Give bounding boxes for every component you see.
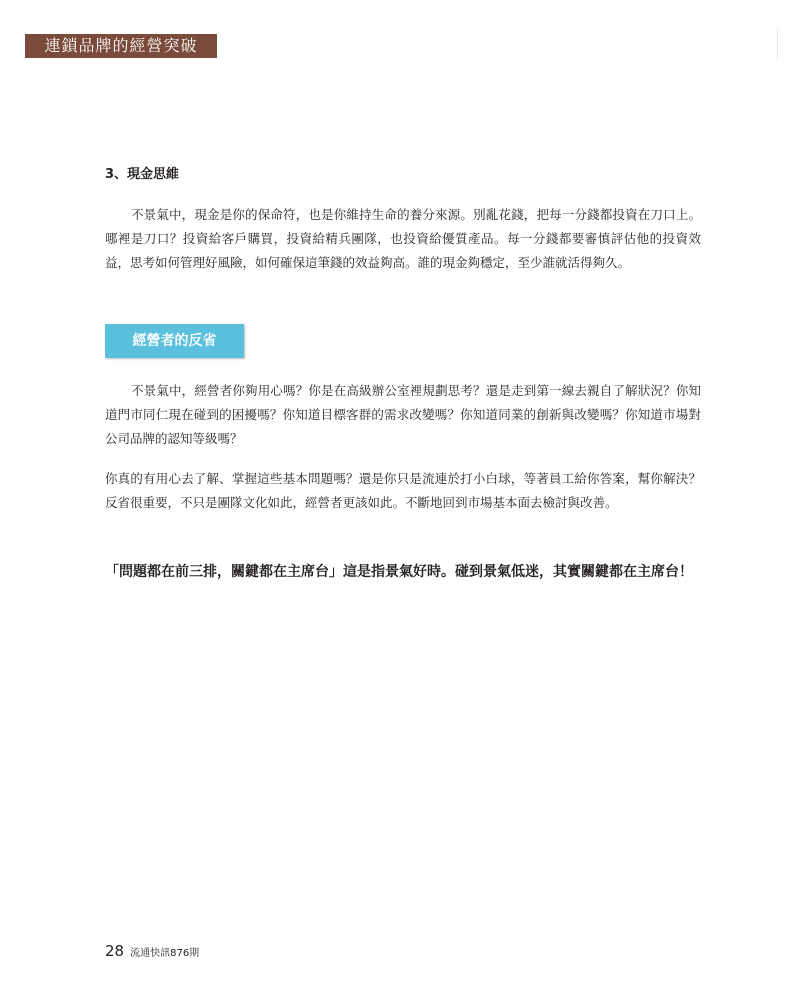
section-title: 3、現金思維 (105, 167, 180, 182)
page-number: 28 (105, 942, 125, 960)
issue-label: 流通快訊876期 (130, 948, 200, 959)
page-edge-mark (777, 30, 778, 60)
reflection-paragraph-1: 不景氣中，經營者你夠用心嗎？你是在高級辦公室裡規劃思考？還是走到第一線去親自了解狀況？你知道門市同仁現在碰到的困擾嗎？你知道目標客群的需求改變嗎？你知道同業的創新與改變嗎？你知道市場對公司品牌的認知等級嗎？ (105, 383, 701, 446)
reflection-heading-box: 經營者的反省 (105, 324, 244, 358)
page-footer (105, 942, 199, 960)
reflection-paragraph-2: 你真的有用心去了解、掌握這些基本問題嗎？還是你只是流連於打小白球，等著員工給你答案，幫你解決？反省很重要，不只是團隊文化如此，經營者更該如此。不斷地回到市場基本面去檢討與改善。 (105, 471, 701, 510)
highlight-quote: 「問題都在前三排，關鍵都在主席台」這是指景氣好時。碰到景氣低迷，其實關鍵都在主席台！ (105, 564, 693, 580)
cash-thinking-paragraph: 不景氣中，現金是你的保命符，也是你維持生命的養分來源。別亂花錢，把每一分錢都投資在刀口上。哪裡是刀口？投資給客戶購買，投資給精兵團隊，也投資給優質產品。每一分錢都要審慎評估他的投資效益，思考如何管理好風險，如何確保這筆錢的效益夠高。誰的現金夠穩定，至少誰就活得夠久。 (105, 207, 701, 270)
chapter-header-tab: 連鎖品牌的經營突破 (25, 34, 217, 58)
